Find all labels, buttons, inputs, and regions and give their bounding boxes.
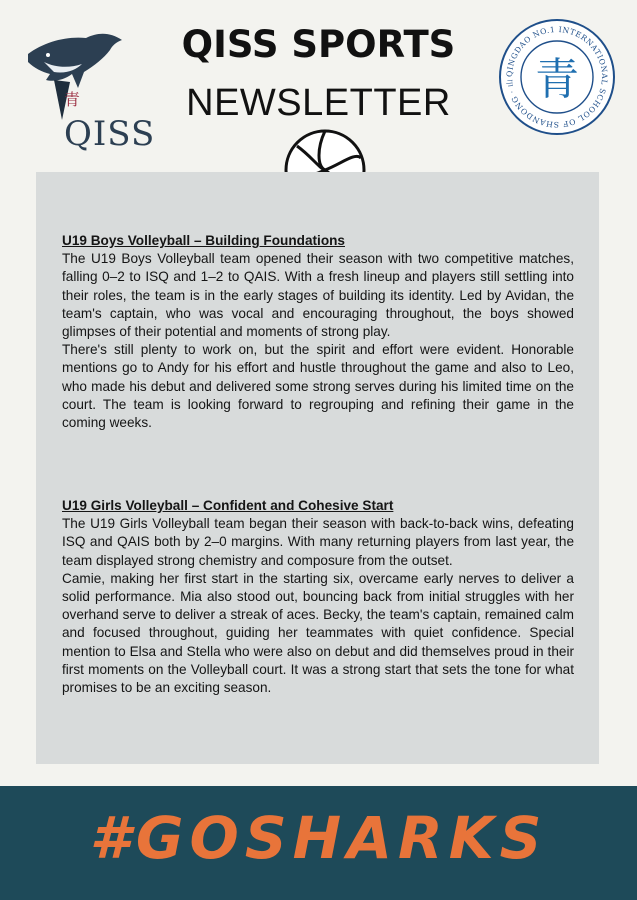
- hashtag-text: #GOSHARKS: [89, 804, 548, 872]
- logo-glyph: 青: [64, 90, 82, 109]
- article-paragraph: Camie, making her first start in the starting six, overcame early nerves to deliver a solid performance. Mia also stood out, bouncing back from initial struggles with her overhand serve to deliver a streak of aces. Becky, the team's captain, remained calm and focused throughout, guiding her teammates with quiet confidence. Special mention to Elsa and Stella who were also on debut and did themselves proud in their first moments on the Volleyball court. It was a strong start that sets the tone for what promises to be an exciting season.: [62, 570, 574, 696]
- qiss-logo: [24, 28, 160, 154]
- logo-text: QISS: [64, 114, 156, 154]
- school-seal-icon: [498, 18, 616, 136]
- article-boys-volleyball: [62, 232, 574, 432]
- seal-glyph: 青: [535, 54, 579, 105]
- article-paragraph: There's still plenty to work on, but the spirit and effort were evident. Honorable mentions go to Andy for his effort and hustle throughout the game and also to Leo, who made his debut and delivered some strong serves during his limited time on the court. The team is looking forward to regrouping and refining their game in the coming weeks.: [62, 342, 574, 431]
- article-girls-volleyball: [62, 497, 574, 697]
- article-heading: U19 Girls Volleyball – Confident and Cohesive Start: [62, 498, 394, 513]
- article-heading: U19 Boys Volleyball – Building Foundations: [62, 233, 345, 248]
- article-paragraph: The U19 Boys Volleyball team opened their season with two competitive matches, falling 0–2 to ISQ and 1–2 to QAIS. With a fresh lineup and players still settling into their roles, the team is in the early stages of building its identity. Led by Avidan, the team's captain, who was vocal and encouraging throughout, the boys showed glimpses of their potential and moments of strong play.: [62, 251, 574, 340]
- page-subtitle: NEWSLETTER: [186, 82, 451, 124]
- seal-ring-text: QINGDAO NO.1 INTERNATIONAL SCHOOL OF SHANDONG · 山: [504, 24, 610, 130]
- article-paragraph: The U19 Girls Volleyball team began their season with back-to-back wins, defeating ISQ and QAIS both by 2–0 margins. With many returning players from last year, the team displayed strong chemistry and composure from the outset.: [62, 516, 574, 568]
- page-title: QISS SPORTS: [181, 23, 456, 66]
